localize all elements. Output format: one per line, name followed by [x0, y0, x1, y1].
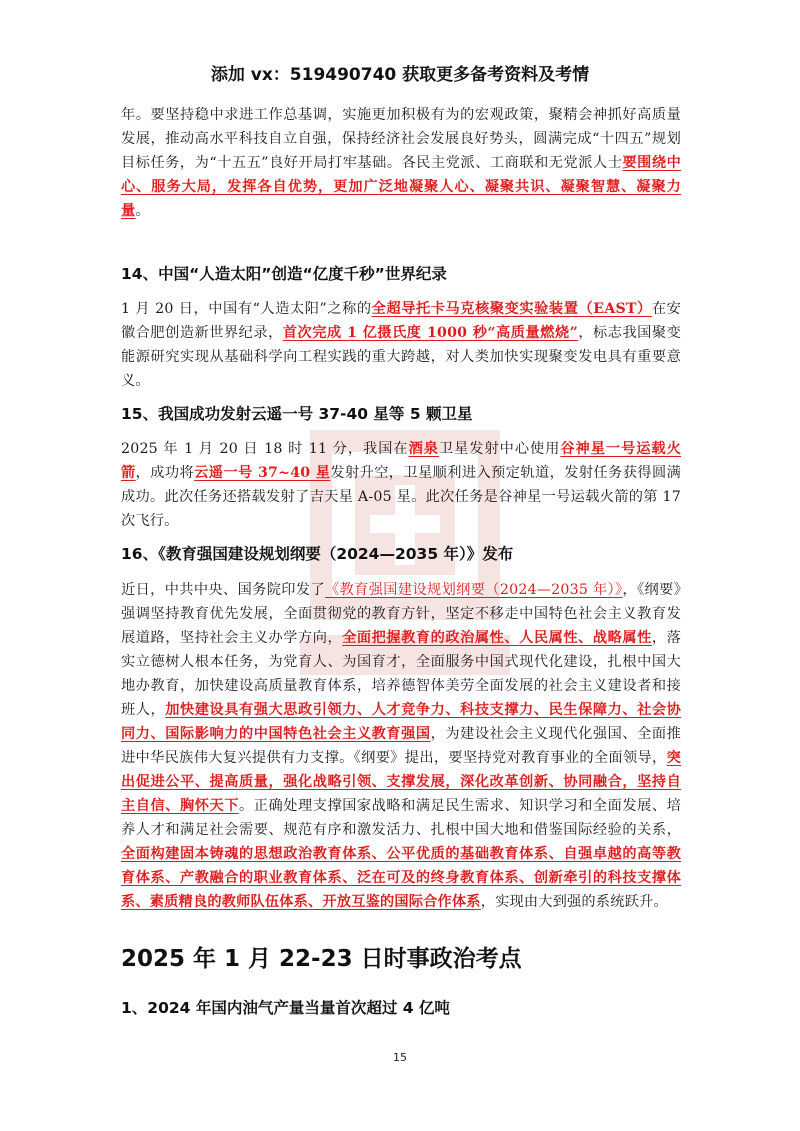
s16-text-4: ，为建设社会主义现代化强国、全面推进中华民族伟大复兴提供有力支撑。《纲要》提出，要坚持党对教育事业的全面领导，: [121, 726, 681, 766]
intro-highlight-1: 要围绕中心、服务大局，发挥各自优势，更加广泛地凝聚人心、凝聚共识、凝聚智慧、凝聚力量: [121, 155, 681, 219]
s15-text-2: 卫星发射中心使用: [438, 441, 561, 457]
intro-text-2: 。: [135, 203, 150, 219]
s15-text-1: 2025 年 1 月 20 日 18 时 11 分，我国在: [121, 441, 409, 457]
s15-text-4: 发射升空，卫星顺利进入预定轨道，发射任务获得圆满成功。此次任务还搭载发射了吉天星 A-05 星。此次任务是谷神星一号运载火箭的第 17 次飞行。: [121, 465, 681, 529]
s14-text-1: 1 月 20 日，中国有“人造太阳”之称的: [121, 301, 372, 317]
page-header: 添加 vx：519490740 获取更多备考资料及考情: [210, 65, 590, 85]
s16-highlight-5: 全面构建固本铸魂的思想政治教育体系、公平优质的基础教育体系、自强卓越的高等教育体系、产教融合的职业教育体系、泛在可及的终身教育体系、创新牵引的科技支撑体系、素质精良的教师队伍体系、开放互鉴的国际合作体系: [121, 846, 681, 910]
section-14-paragraph: [121, 297, 681, 393]
s16-highlight-2: 全面把握教育的政治属性、人民属性、战略属性: [342, 630, 652, 646]
section-16-paragraph: [121, 578, 681, 914]
s14-highlight-2: 首次完成 1 亿摄氏度 1000 秒“高质量燃烧”: [282, 325, 579, 341]
s15-highlight-1: 酒泉: [408, 441, 439, 457]
section-15-title: 15、我国成功发射云遥一号 37-40 星等 5 颗卫星: [121, 405, 473, 423]
section-15-paragraph: [121, 437, 681, 533]
section-14-title: 14、中国“人造太阳”创造“亿度千秒”世界纪录: [121, 265, 447, 283]
section-16-title: 16、《教育强国建设规划纲要（2024—2035 年）》发布: [121, 545, 514, 563]
item-1-title: 1、2024 年国内油气产量当量首次超过 4 亿吨: [121, 999, 450, 1017]
s16-text-3: ，落实立德树人根本任务，为党育人、为国育才，全面服务中国式现代化建设，扎根中国大地办教育，加快建设高质量教育体系，培养德智体美劳全面发展的社会主义建设者和接班人，: [121, 630, 681, 718]
s16-highlight-3: 加快建设具有强大思政引领力、人才竞争力、科技支撑力、民生保障力、社会协同力、国际影响力的中国特色社会主义教育强国: [121, 702, 681, 742]
s16-text-6: ，实现由大到强的系统跃升。: [480, 894, 668, 910]
s16-text-2: ，《纲要》强调坚持教育优先发展，全面贯彻党的教育方针，坚定不移走中国特色社会主义教育发展道路，坚持社会主义办学方向，: [121, 582, 681, 646]
intro-text-1: 年。要坚持稳中求进工作总基调，实施更加积极有为的宏观政策，聚精会神抓好高质量发展，推动高水平科技自立自强，保持经济社会发展良好势头，圆满完成“十四五”规划目标任务，为“十五五”良好开局打牢基础。各民主党派、工商联和无党派人士: [121, 107, 681, 171]
s15-text-3: ，成功将: [135, 465, 195, 481]
s14-text-3: ，标志我国聚变能源研究实现从基础科学向工程实践的重大跨越，对人类加快实现聚变发电具有重要意义。: [121, 325, 681, 389]
date-section-heading: 2025 年 1 月 22-23 日时事政治考点: [121, 946, 522, 972]
s16-text-1: 近日，中共中央、国务院印发了: [121, 582, 326, 598]
s16-text-5: 。正确处理支撑国家战略和满足民生需求、知识学习和全面发展、培养人才和满足社会需要、规范有序和激发活力、扎根中国大地和借鉴国际经验的关系，: [121, 798, 681, 838]
intro-paragraph: [121, 103, 681, 223]
s15-highlight-2: 谷神星一号运载火箭: [121, 441, 681, 481]
s14-highlight-1: 全超导托卡马克核聚变实验装置（EAST）: [371, 301, 652, 317]
page-number: 15: [393, 1051, 407, 1064]
s14-text-2: 在安徽合肥创造新世界纪录，: [121, 301, 681, 341]
s15-highlight-3: 云遥一号 37~40 星: [194, 465, 331, 481]
s16-highlight-4: 突出促进公平、提高质量，强化战略引领、支撑发展，深化改革创新、协同融合，坚持自主自信、胸怀天下: [121, 750, 681, 814]
s16-highlight-1: 《教育强国建设规划纲要（2024—2035 年）》: [325, 582, 623, 598]
